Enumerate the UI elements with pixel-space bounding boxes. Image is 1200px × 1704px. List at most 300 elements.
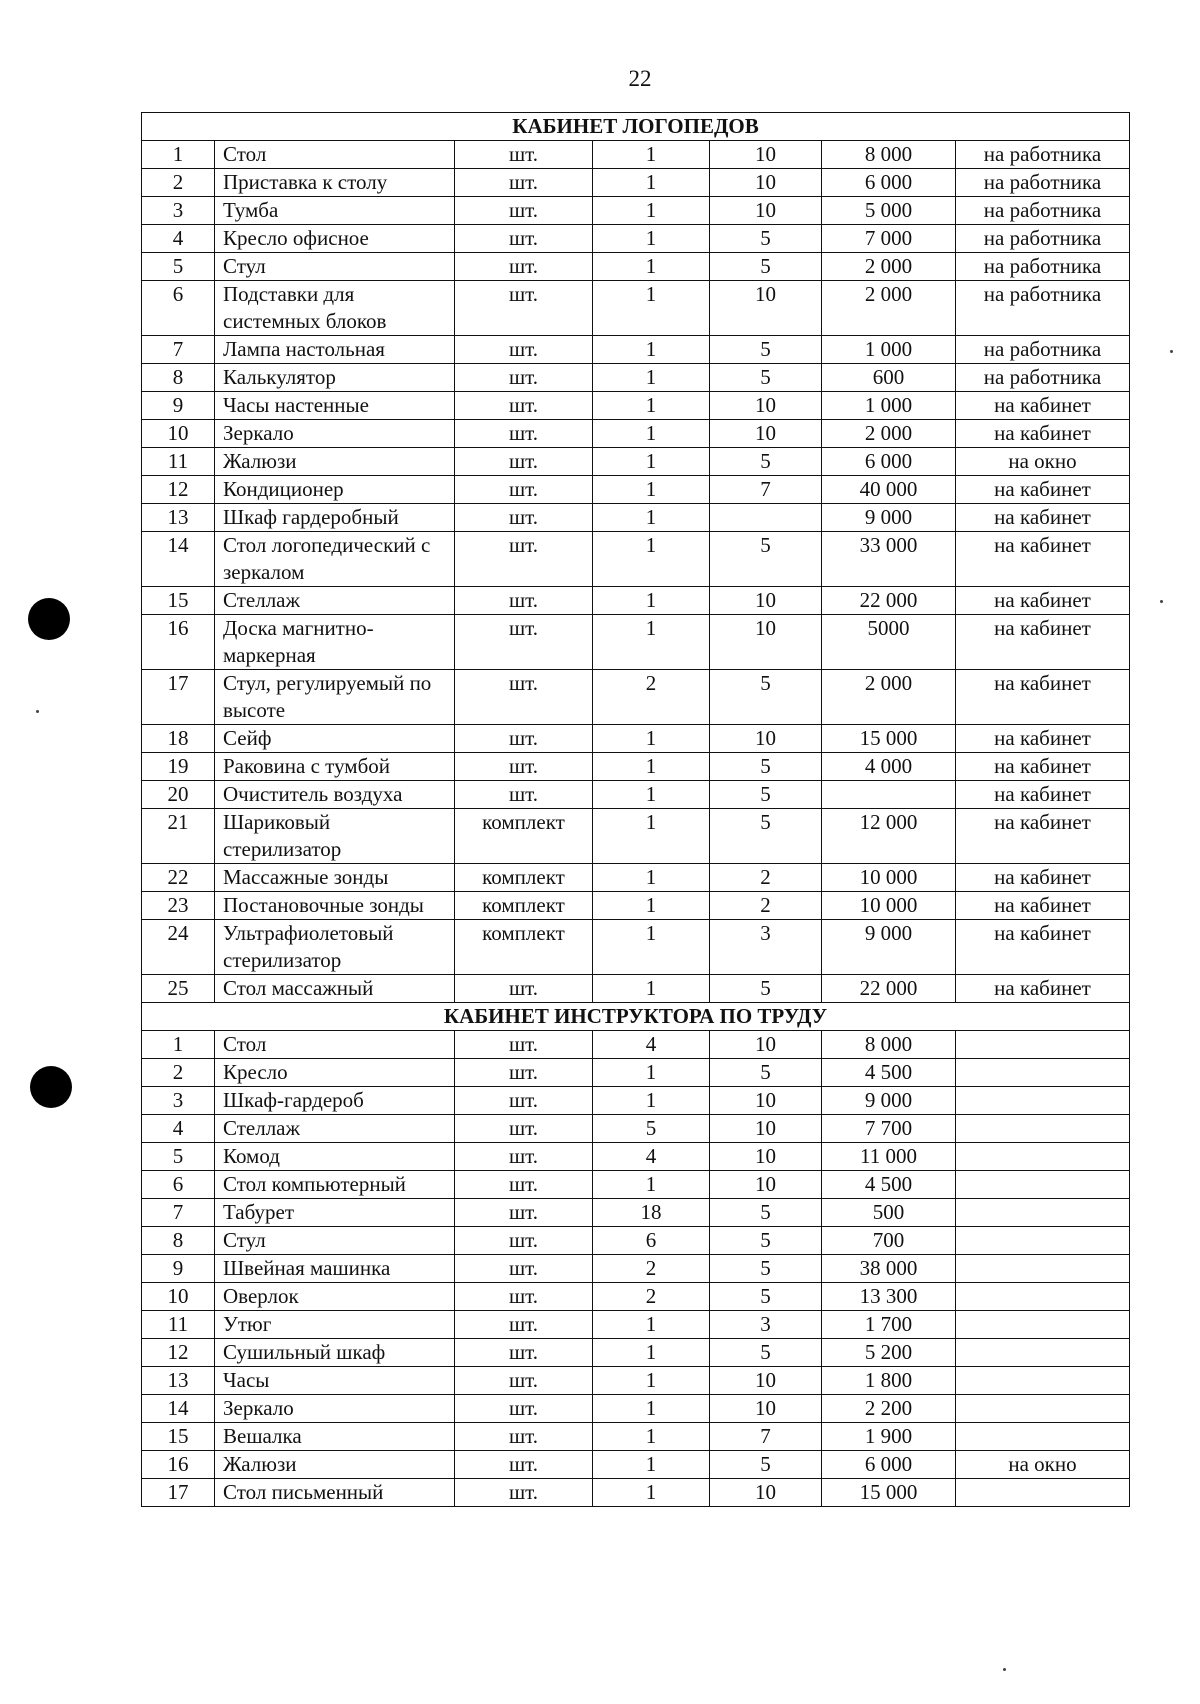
quantity-cell: 1 [593, 781, 710, 809]
row-number-cell: 16 [142, 615, 215, 670]
unit-cell: шт. [455, 615, 593, 670]
row-number-cell: 4 [142, 1115, 215, 1143]
item-name-cell: Стол логопедический с зеркалом [215, 532, 455, 587]
unit-cell: шт. [455, 1255, 593, 1283]
quantity-cell: 2 [593, 1283, 710, 1311]
item-name-cell: Калькулятор [215, 364, 455, 392]
quantity-cell: 1 [593, 1423, 710, 1451]
service-life-years-cell: 5 [710, 1227, 822, 1255]
table-row [142, 1143, 1130, 1171]
price-cell: 22 000 [822, 975, 956, 1003]
service-life-years-cell: 10 [710, 1479, 822, 1507]
allocation-basis-cell [956, 1479, 1130, 1507]
service-life-years-cell: 10 [710, 169, 822, 197]
service-life-years-cell: 10 [710, 1395, 822, 1423]
quantity-cell: 4 [593, 1143, 710, 1171]
price-cell: 2 000 [822, 670, 956, 725]
allocation-basis-cell: на кабинет [956, 420, 1130, 448]
service-life-years-cell: 5 [710, 336, 822, 364]
price-cell: 1 000 [822, 336, 956, 364]
section-title: КАБИНЕТ ЛОГОПЕДОВ [142, 113, 1130, 141]
unit-cell: шт. [455, 1087, 593, 1115]
price-cell: 8 000 [822, 141, 956, 169]
row-number-cell: 6 [142, 1171, 215, 1199]
item-name-cell: Очиститель воздуха [215, 781, 455, 809]
punch-hole [28, 598, 70, 640]
item-name-cell: Часы [215, 1367, 455, 1395]
quantity-cell: 5 [593, 1115, 710, 1143]
service-life-years-cell: 7 [710, 1423, 822, 1451]
quantity-cell: 1 [593, 420, 710, 448]
row-number-cell: 6 [142, 281, 215, 336]
table-row [142, 420, 1130, 448]
price-cell: 600 [822, 364, 956, 392]
unit-cell: шт. [455, 364, 593, 392]
quantity-cell: 1 [593, 336, 710, 364]
service-life-years-cell: 10 [710, 197, 822, 225]
unit-cell: комплект [455, 920, 593, 975]
quantity-cell: 1 [593, 281, 710, 336]
price-cell: 6 000 [822, 1451, 956, 1479]
allocation-basis-cell [956, 1143, 1130, 1171]
allocation-basis-cell: на работника [956, 141, 1130, 169]
allocation-basis-cell [956, 1423, 1130, 1451]
item-name-cell: Раковина с тумбой [215, 753, 455, 781]
quantity-cell: 1 [593, 448, 710, 476]
service-life-years-cell: 10 [710, 587, 822, 615]
unit-cell: шт. [455, 392, 593, 420]
inventory-table-body [142, 113, 1130, 1507]
unit-cell: шт. [455, 781, 593, 809]
unit-cell: шт. [455, 1059, 593, 1087]
price-cell: 10 000 [822, 892, 956, 920]
quantity-cell: 1 [593, 225, 710, 253]
item-name-cell: Тумба [215, 197, 455, 225]
quantity-cell: 18 [593, 1199, 710, 1227]
quantity-cell: 1 [593, 1367, 710, 1395]
table-row [142, 809, 1130, 864]
allocation-basis-cell: на работника [956, 169, 1130, 197]
allocation-basis-cell [956, 1311, 1130, 1339]
unit-cell: шт. [455, 1423, 593, 1451]
unit-cell: шт. [455, 476, 593, 504]
row-number-cell: 13 [142, 1367, 215, 1395]
price-cell: 1 700 [822, 1311, 956, 1339]
unit-cell: шт. [455, 448, 593, 476]
price-cell: 6 000 [822, 448, 956, 476]
allocation-basis-cell: на кабинет [956, 725, 1130, 753]
unit-cell: шт. [455, 281, 593, 336]
unit-cell: шт. [455, 1311, 593, 1339]
service-life-years-cell: 5 [710, 448, 822, 476]
quantity-cell: 6 [593, 1227, 710, 1255]
unit-cell: шт. [455, 225, 593, 253]
price-cell: 7 700 [822, 1115, 956, 1143]
table-row [142, 1255, 1130, 1283]
price-cell: 9 000 [822, 920, 956, 975]
quantity-cell: 2 [593, 670, 710, 725]
table-row [142, 253, 1130, 281]
allocation-basis-cell: на работника [956, 281, 1130, 336]
table-row [142, 532, 1130, 587]
item-name-cell: Стол компьютерный [215, 1171, 455, 1199]
inventory-table [141, 112, 1130, 1507]
item-name-cell: Шариковый стерилизатор [215, 809, 455, 864]
table-row [142, 781, 1130, 809]
price-cell: 33 000 [822, 532, 956, 587]
allocation-basis-cell [956, 1255, 1130, 1283]
row-number-cell: 19 [142, 753, 215, 781]
quantity-cell: 1 [593, 532, 710, 587]
price-cell: 1 900 [822, 1423, 956, 1451]
allocation-basis-cell: на окно [956, 1451, 1130, 1479]
item-name-cell: Швейная машинка [215, 1255, 455, 1283]
quantity-cell: 1 [593, 197, 710, 225]
unit-cell: шт. [455, 336, 593, 364]
table-row [142, 1367, 1130, 1395]
row-number-cell: 11 [142, 448, 215, 476]
table-row [142, 587, 1130, 615]
row-number-cell: 17 [142, 670, 215, 725]
price-cell: 2 000 [822, 253, 956, 281]
row-number-cell: 24 [142, 920, 215, 975]
item-name-cell: Оверлок [215, 1283, 455, 1311]
unit-cell: шт. [455, 253, 593, 281]
row-number-cell: 3 [142, 197, 215, 225]
table-row [142, 753, 1130, 781]
item-name-cell: Сейф [215, 725, 455, 753]
allocation-basis-cell: на кабинет [956, 781, 1130, 809]
item-name-cell: Ультрафиолетовый стерилизатор [215, 920, 455, 975]
allocation-basis-cell [956, 1339, 1130, 1367]
allocation-basis-cell: на кабинет [956, 753, 1130, 781]
section-title: КАБИНЕТ ИНСТРУКТОРА ПО ТРУДУ [142, 1003, 1130, 1031]
item-name-cell: Жалюзи [215, 1451, 455, 1479]
price-cell: 15 000 [822, 1479, 956, 1507]
service-life-years-cell: 5 [710, 253, 822, 281]
price-cell [822, 781, 956, 809]
table-row [142, 1171, 1130, 1199]
row-number-cell: 12 [142, 1339, 215, 1367]
table-row [142, 1031, 1130, 1059]
item-name-cell: Подставки для системных блоков [215, 281, 455, 336]
item-name-cell: Вешалка [215, 1423, 455, 1451]
service-life-years-cell: 5 [710, 1451, 822, 1479]
quantity-cell: 1 [593, 809, 710, 864]
service-life-years-cell: 5 [710, 809, 822, 864]
quantity-cell: 2 [593, 1255, 710, 1283]
table-row [142, 920, 1130, 975]
row-number-cell: 9 [142, 392, 215, 420]
allocation-basis-cell: на работника [956, 253, 1130, 281]
row-number-cell: 15 [142, 1423, 215, 1451]
table-row [142, 169, 1130, 197]
item-name-cell: Стеллаж [215, 1115, 455, 1143]
row-number-cell: 7 [142, 1199, 215, 1227]
price-cell: 11 000 [822, 1143, 956, 1171]
allocation-basis-cell [956, 1087, 1130, 1115]
scan-speck [36, 710, 39, 713]
unit-cell: шт. [455, 1227, 593, 1255]
quantity-cell: 1 [593, 504, 710, 532]
service-life-years-cell: 10 [710, 420, 822, 448]
quantity-cell: 1 [593, 141, 710, 169]
table-row [142, 448, 1130, 476]
table-row [142, 1339, 1130, 1367]
row-number-cell: 7 [142, 336, 215, 364]
row-number-cell: 5 [142, 253, 215, 281]
unit-cell: шт. [455, 587, 593, 615]
allocation-basis-cell [956, 1367, 1130, 1395]
quantity-cell: 1 [593, 364, 710, 392]
item-name-cell: Массажные зонды [215, 864, 455, 892]
table-row [142, 1283, 1130, 1311]
allocation-basis-cell [956, 1395, 1130, 1423]
row-number-cell: 2 [142, 169, 215, 197]
price-cell: 1 000 [822, 392, 956, 420]
unit-cell: шт. [455, 725, 593, 753]
service-life-years-cell: 5 [710, 1199, 822, 1227]
allocation-basis-cell [956, 1115, 1130, 1143]
quantity-cell: 1 [593, 1451, 710, 1479]
allocation-basis-cell: на кабинет [956, 392, 1130, 420]
row-number-cell: 11 [142, 1311, 215, 1339]
row-number-cell: 18 [142, 725, 215, 753]
row-number-cell: 3 [142, 1087, 215, 1115]
price-cell: 13 300 [822, 1283, 956, 1311]
row-number-cell: 5 [142, 1143, 215, 1171]
table-row [142, 197, 1130, 225]
quantity-cell: 1 [593, 476, 710, 504]
service-life-years-cell: 10 [710, 1143, 822, 1171]
quantity-cell: 1 [593, 587, 710, 615]
item-name-cell: Постановочные зонды [215, 892, 455, 920]
price-cell: 2 200 [822, 1395, 956, 1423]
unit-cell: шт. [455, 1451, 593, 1479]
allocation-basis-cell [956, 1059, 1130, 1087]
row-number-cell: 1 [142, 1031, 215, 1059]
unit-cell: шт. [455, 1143, 593, 1171]
unit-cell: шт. [455, 197, 593, 225]
row-number-cell: 9 [142, 1255, 215, 1283]
table-row [142, 1087, 1130, 1115]
quantity-cell: 1 [593, 392, 710, 420]
allocation-basis-cell: на кабинет [956, 615, 1130, 670]
table-row [142, 141, 1130, 169]
row-number-cell: 23 [142, 892, 215, 920]
section-header-row [142, 1003, 1130, 1031]
service-life-years-cell: 5 [710, 670, 822, 725]
allocation-basis-cell [956, 1031, 1130, 1059]
item-name-cell: Жалюзи [215, 448, 455, 476]
price-cell: 9 000 [822, 1087, 956, 1115]
allocation-basis-cell: на кабинет [956, 920, 1130, 975]
service-life-years-cell: 2 [710, 892, 822, 920]
service-life-years-cell: 10 [710, 141, 822, 169]
row-number-cell: 25 [142, 975, 215, 1003]
item-name-cell: Стул [215, 253, 455, 281]
quantity-cell: 1 [593, 169, 710, 197]
row-number-cell: 15 [142, 587, 215, 615]
quantity-cell: 1 [593, 1087, 710, 1115]
table-row [142, 1227, 1130, 1255]
service-life-years-cell: 5 [710, 1283, 822, 1311]
item-name-cell: Стол [215, 141, 455, 169]
price-cell: 6 000 [822, 169, 956, 197]
service-life-years-cell: 10 [710, 392, 822, 420]
item-name-cell: Приставка к столу [215, 169, 455, 197]
scan-speck [1160, 600, 1163, 603]
service-life-years-cell: 10 [710, 1367, 822, 1395]
table-row [142, 615, 1130, 670]
item-name-cell: Доска магнитно-маркерная [215, 615, 455, 670]
page-number: 22 [628, 66, 652, 91]
unit-cell: шт. [455, 1171, 593, 1199]
item-name-cell: Кондиционер [215, 476, 455, 504]
table-row [142, 392, 1130, 420]
item-name-cell: Стул [215, 1227, 455, 1255]
table-row [142, 975, 1130, 1003]
row-number-cell: 17 [142, 1479, 215, 1507]
price-cell: 1 800 [822, 1367, 956, 1395]
unit-cell: шт. [455, 1115, 593, 1143]
quantity-cell: 1 [593, 1311, 710, 1339]
price-cell: 5 200 [822, 1339, 956, 1367]
allocation-basis-cell: на кабинет [956, 476, 1130, 504]
row-number-cell: 16 [142, 1451, 215, 1479]
price-cell: 4 500 [822, 1059, 956, 1087]
allocation-basis-cell: на кабинет [956, 587, 1130, 615]
item-name-cell: Стол массажный [215, 975, 455, 1003]
row-number-cell: 10 [142, 420, 215, 448]
unit-cell: шт. [455, 1199, 593, 1227]
unit-cell: шт. [455, 532, 593, 587]
item-name-cell: Лампа настольная [215, 336, 455, 364]
price-cell: 4 500 [822, 1171, 956, 1199]
allocation-basis-cell: на кабинет [956, 864, 1130, 892]
allocation-basis-cell: на кабинет [956, 809, 1130, 864]
item-name-cell: Кресло [215, 1059, 455, 1087]
service-life-years-cell: 3 [710, 1311, 822, 1339]
row-number-cell: 22 [142, 864, 215, 892]
item-name-cell: Стеллаж [215, 587, 455, 615]
service-life-years-cell: 10 [710, 1115, 822, 1143]
quantity-cell: 1 [593, 253, 710, 281]
table-row [142, 281, 1130, 336]
unit-cell: шт. [455, 1367, 593, 1395]
table-row [142, 1311, 1130, 1339]
service-life-years-cell: 5 [710, 364, 822, 392]
price-cell: 8 000 [822, 1031, 956, 1059]
table-row [142, 1115, 1130, 1143]
price-cell: 9 000 [822, 504, 956, 532]
scan-speck [1003, 1668, 1006, 1671]
item-name-cell: Табурет [215, 1199, 455, 1227]
item-name-cell: Зеркало [215, 1395, 455, 1423]
service-life-years-cell: 5 [710, 975, 822, 1003]
table-row [142, 476, 1130, 504]
allocation-basis-cell: на кабинет [956, 532, 1130, 587]
allocation-basis-cell: на работника [956, 225, 1130, 253]
price-cell: 22 000 [822, 587, 956, 615]
service-life-years-cell: 10 [710, 1171, 822, 1199]
quantity-cell: 1 [593, 1479, 710, 1507]
table-row [142, 364, 1130, 392]
unit-cell: шт. [455, 420, 593, 448]
item-name-cell: Часы настенные [215, 392, 455, 420]
row-number-cell: 1 [142, 141, 215, 169]
service-life-years-cell: 5 [710, 753, 822, 781]
price-cell: 40 000 [822, 476, 956, 504]
table-row [142, 1395, 1130, 1423]
service-life-years-cell [710, 504, 822, 532]
item-name-cell: Шкаф-гардероб [215, 1087, 455, 1115]
item-name-cell: Стол письменный [215, 1479, 455, 1507]
unit-cell: шт. [455, 504, 593, 532]
price-cell: 38 000 [822, 1255, 956, 1283]
price-cell: 2 000 [822, 420, 956, 448]
quantity-cell: 1 [593, 753, 710, 781]
unit-cell: шт. [455, 1283, 593, 1311]
service-life-years-cell: 5 [710, 1339, 822, 1367]
section-header-row [142, 113, 1130, 141]
price-cell: 5000 [822, 615, 956, 670]
allocation-basis-cell: на окно [956, 448, 1130, 476]
table-row [142, 725, 1130, 753]
price-cell: 500 [822, 1199, 956, 1227]
table-row [142, 1479, 1130, 1507]
service-life-years-cell: 10 [710, 615, 822, 670]
punch-hole [30, 1066, 72, 1108]
service-life-years-cell: 10 [710, 725, 822, 753]
unit-cell: шт. [455, 1479, 593, 1507]
allocation-basis-cell: на кабинет [956, 892, 1130, 920]
quantity-cell: 1 [593, 892, 710, 920]
quantity-cell: 1 [593, 1339, 710, 1367]
table-row [142, 670, 1130, 725]
service-life-years-cell: 5 [710, 1255, 822, 1283]
allocation-basis-cell [956, 1283, 1130, 1311]
service-life-years-cell: 5 [710, 532, 822, 587]
item-name-cell: Сушильный шкаф [215, 1339, 455, 1367]
table-row [142, 1423, 1130, 1451]
service-life-years-cell: 5 [710, 1059, 822, 1087]
row-number-cell: 8 [142, 1227, 215, 1255]
quantity-cell: 1 [593, 864, 710, 892]
table-row [142, 864, 1130, 892]
table-row [142, 504, 1130, 532]
unit-cell: комплект [455, 864, 593, 892]
allocation-basis-cell: на работника [956, 364, 1130, 392]
service-life-years-cell: 7 [710, 476, 822, 504]
allocation-basis-cell: на кабинет [956, 670, 1130, 725]
table-row [142, 1199, 1130, 1227]
item-name-cell: Кресло офисное [215, 225, 455, 253]
unit-cell: шт. [455, 753, 593, 781]
table-row [142, 1059, 1130, 1087]
price-cell: 2 000 [822, 281, 956, 336]
quantity-cell: 1 [593, 1395, 710, 1423]
service-life-years-cell: 10 [710, 1031, 822, 1059]
allocation-basis-cell [956, 1199, 1130, 1227]
item-name-cell: Утюг [215, 1311, 455, 1339]
price-cell: 700 [822, 1227, 956, 1255]
unit-cell: шт. [455, 1031, 593, 1059]
service-life-years-cell: 5 [710, 225, 822, 253]
item-name-cell: Шкаф гардеробный [215, 504, 455, 532]
item-name-cell: Стол [215, 1031, 455, 1059]
allocation-basis-cell: на кабинет [956, 975, 1130, 1003]
